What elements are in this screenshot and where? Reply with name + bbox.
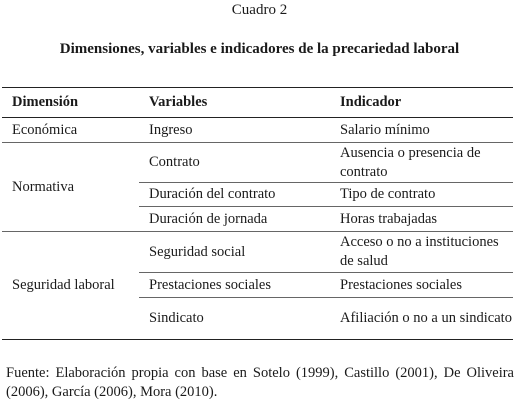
indicator-cell: Horas trabajadas xyxy=(328,207,513,232)
header-variables: Variables xyxy=(139,88,328,118)
precariedad-table xyxy=(2,87,513,340)
variable-cell: Ingreso xyxy=(149,121,193,138)
variable-cell: Prestaciones sociales xyxy=(139,273,328,298)
header-indicador: Indicador xyxy=(328,88,513,118)
table-row xyxy=(2,143,513,183)
variable-cell: Duración de jornada xyxy=(139,207,328,232)
variable-cell: Sindicato xyxy=(139,298,328,340)
indicator-cell: Tipo de contrato xyxy=(328,183,513,207)
table-header-row xyxy=(2,88,513,118)
dimension-cell: Económica xyxy=(12,121,78,138)
indicator-cell: Acceso o no a instituciones de salud xyxy=(328,232,513,273)
dimension-cell: Normativa xyxy=(2,143,139,232)
table-caption: Cuadro 2 xyxy=(231,2,288,18)
dimension-cell: Seguridad laboral xyxy=(2,232,139,340)
variable-cell: Duración del contrato xyxy=(139,183,328,207)
indicator-cell: Salario mínimo xyxy=(340,121,430,138)
variable-cell: Seguridad social xyxy=(139,232,328,273)
indicator-cell: Prestaciones sociales xyxy=(328,273,513,298)
table-title: Dimensiones, variables e indicadores de la precariedad laboral xyxy=(59,41,460,57)
indicator-cell: Afiliación o no a un sindicato xyxy=(328,298,513,340)
variable-cell: Contrato xyxy=(139,143,328,183)
indicator-cell: Ausencia o presencia de contrato xyxy=(328,143,513,183)
header-dimension: Dimensión xyxy=(2,88,139,118)
table-row xyxy=(2,118,513,143)
source-note: Fuente: Elaboración propia con base en Sotelo (1999), Castillo (2001), De Oliveira (2006), García (2006), Mora (2010). xyxy=(6,365,514,400)
table-row xyxy=(2,232,513,273)
